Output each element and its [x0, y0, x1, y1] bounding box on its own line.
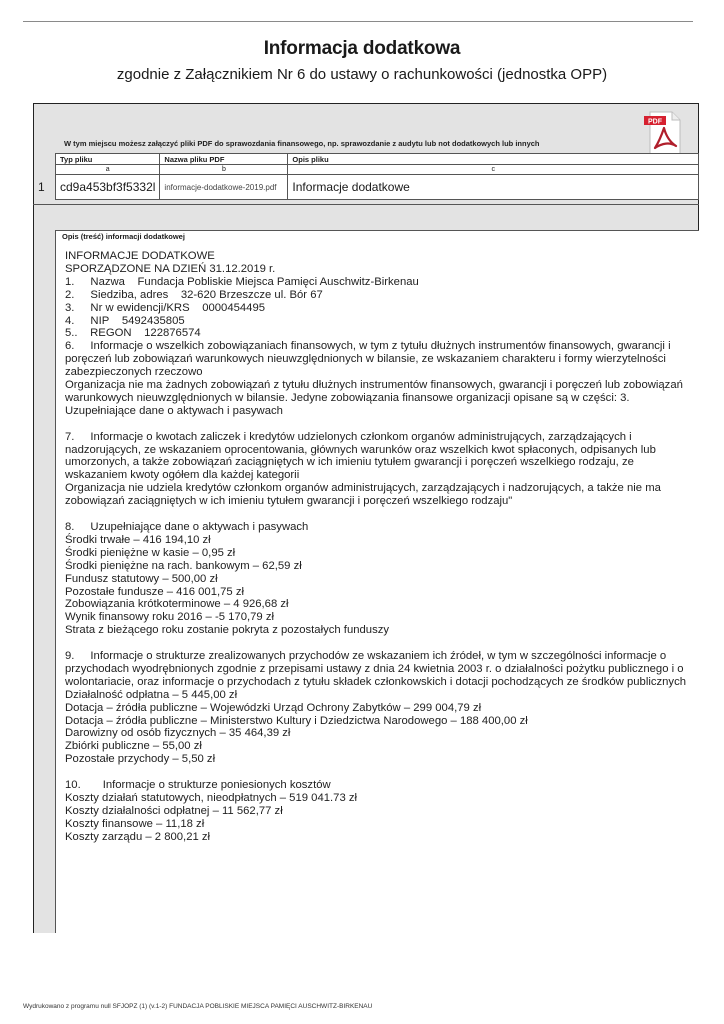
top-rule: [23, 21, 693, 22]
pdf-file-icon[interactable]: [642, 110, 682, 156]
section-9-line: Darowizny od osób fizycznych – 35 464,39 zł: [65, 727, 291, 740]
svg-text:PDF: PDF: [648, 118, 662, 126]
section-divider: [33, 204, 699, 205]
identity-line: 2. Siedziba, adres 32-620 Brzeszcze ul. Bór 67: [65, 288, 323, 301]
section-10-line: Koszty zarządu – 2 800,21 zł: [65, 830, 211, 843]
section-8-line: Strata z bieżącego roku zostanie pokryta z pozostałych funduszy: [65, 624, 390, 637]
section-7-title: 7. Informacje o kwotach zaliczek i kredytów udzielonych członkom organów administrujących, zarządzających i nadzorujących, ze wskazaniem oprocentowania, głównych warunków oraz wszelkich kwot spłaconych, odpisanych lub umorzonych, a także zobowiązań zaciągniętych w ich imieniu tytułem gwarancji i poręczeń wszelkiego rodzaju, ze wskazaniem kwoty ogółem dla każdej kategorii: [65, 430, 656, 482]
section-8-line: Wynik finansowy roku 2016 – -5 170,79 zł: [65, 611, 275, 624]
section-8-title: 8. Uzupełniające dane o aktywach i pasywach: [65, 521, 309, 533]
print-footer: Wydrukowano z programu null SFJOPZ (1) (v.1-2) FUNDACJA POBLISKIE MIEJSCA PAMIĘCI AUSCHWITZ-BIRKENAU: [23, 1003, 373, 1010]
identity-line: 1. Nazwa Fundacja Pobliskie Miejsca Pamięci Auschwitz-Birkenau: [65, 275, 419, 288]
section-8-line: Zobowiązania krótkoterminowe – 4 926,68 zł: [65, 598, 289, 611]
section-8-line: Fundusz statutowy – 500,00 zł: [65, 572, 218, 585]
section-8-line: Środki pieniężne w kasie – 0,95 zł: [65, 546, 236, 559]
column-header-file-name: Nazwa pliku PDF: [160, 154, 288, 165]
section-8-line: Środki trwałe – 416 194,10 zł: [65, 533, 211, 546]
identity-line: 5.. REGON 122876574: [65, 327, 201, 340]
section-9-line: Pozostałe przychody – 5,50 zł: [65, 753, 216, 766]
section-6-body: Organizacja nie ma żadnych zobowiązań z tytułu dłużnych instrumentów finansowych, gwarancji i poręczeń lub zobowiązań warunkowych nieuwzględnionych w bilansie. Jedyne zobowiązania finansowe organizacji opisane są w części: 3. Uzupełniające dane o aktywach i pasywach: [65, 379, 683, 417]
section-9-line: Działalność odpłatna – 5 445,00 zł: [65, 688, 238, 701]
column-letter-b: b: [160, 165, 288, 175]
content-heading: INFORMACJE DODATKOWE: [65, 250, 215, 262]
attachments-table: [55, 153, 699, 200]
page-subtitle: zgodnie z Załącznikiem Nr 6 do ustawy o rachunkowości (jednostka OPP): [116, 66, 608, 83]
section-7-body: Organizacja nie udziela kredytów członkom organów administrujących, zarządzających i nadzorujących, a także nie ma zobowiązań zaciągniętych w ich imieniu tytułem gwarancji i poręczeń wszelkiego rodzaju": [65, 482, 661, 508]
content-date-heading: SPORZĄDZONE NA DZIEŃ 31.12.2019 r.: [65, 262, 276, 275]
file-name-link[interactable]: informacje-dodatkowe-2019.pdf: [160, 175, 288, 200]
identity-line: 3. Nr w ewidencji/KRS 0000454495: [65, 301, 266, 314]
file-type-cell: cd9a453bf3f5332l: [56, 175, 160, 200]
content-label: Opis (treść) informacji dodatkowej: [62, 232, 185, 241]
identity-line: 4. NIP 5492435805: [65, 314, 185, 327]
column-letter-a: a: [56, 165, 160, 175]
section-9-title: 9. Informacje o strukturze zrealizowanych przychodów ze wskazaniem ich źródeł, w tym w szczególności informacje o przychodach wyodrębnionych zgodnie z przepisami ustawy z dnia 24 kwietnia 2003 r. o działalności pożytku publicznego i o wolontariacie, oraz informacje o przychodach z tytułu składek członkowskich i dotacji pochodzących ze środków publicznych: [65, 650, 686, 688]
section-10-line: Koszty działań statutowych, nieodpłatnych – 519 041.73 zł: [65, 792, 358, 804]
file-description-cell: Informacje dodatkowe: [288, 175, 699, 200]
content-text: [65, 250, 690, 844]
section-10-line: Koszty finansowe – 11,18 zł: [65, 817, 205, 830]
attachments-header-row: [56, 154, 699, 165]
section-9-line: Dotacja – źródła publiczne – Ministerstwo Kultury i Dziedzictwa Narodowego – 188 400,00 zł: [65, 714, 528, 727]
section-8-line: Pozostałe fundusze – 416 001,75 zł: [65, 585, 244, 598]
section-8-line: Środki pieniężne na rach. bankowym – 62,59 zł: [65, 559, 302, 572]
row-number: 1: [38, 180, 45, 194]
section-10-title: 10. Informacje o strukturze poniesionych kosztów: [65, 779, 331, 792]
column-letter-c: c: [288, 165, 699, 175]
section-9-line: Dotacja – źródła publiczne – Wojewódzki Urząd Ochrony Zabytków – 299 004,79 zł: [65, 701, 482, 714]
attachments-letter-row: [56, 165, 699, 175]
table-row: [56, 175, 699, 200]
section-10-line: Koszty działalności odpłatnej – 11 562,77 zł: [65, 804, 283, 817]
section-9-line: Zbiórki publiczne – 55,00 zł: [65, 740, 202, 753]
column-header-file-type: Typ pliku: [56, 154, 160, 165]
attachments-note: W tym miejscu możesz załączyć pliki PDF do sprawozdania finansowego, np. sprawozdanie z audytu lub not dodatkowych lub innych: [64, 139, 540, 148]
page-title: Informacja dodatkowa: [263, 38, 461, 59]
column-header-file-description: Opis pliku: [288, 154, 699, 165]
section-6-title: 6. Informacje o wszelkich zobowiązaniach finansowych, w tym z tytułu dłużnych instrumentów finansowych, gwarancji i poręczeń lub zobowiązań warunkowych nieuwzględnionych w bilansie, ze wskazaniem charakteru i formy wierzytelności zabezpieczonych rzeczowo: [65, 340, 671, 379]
